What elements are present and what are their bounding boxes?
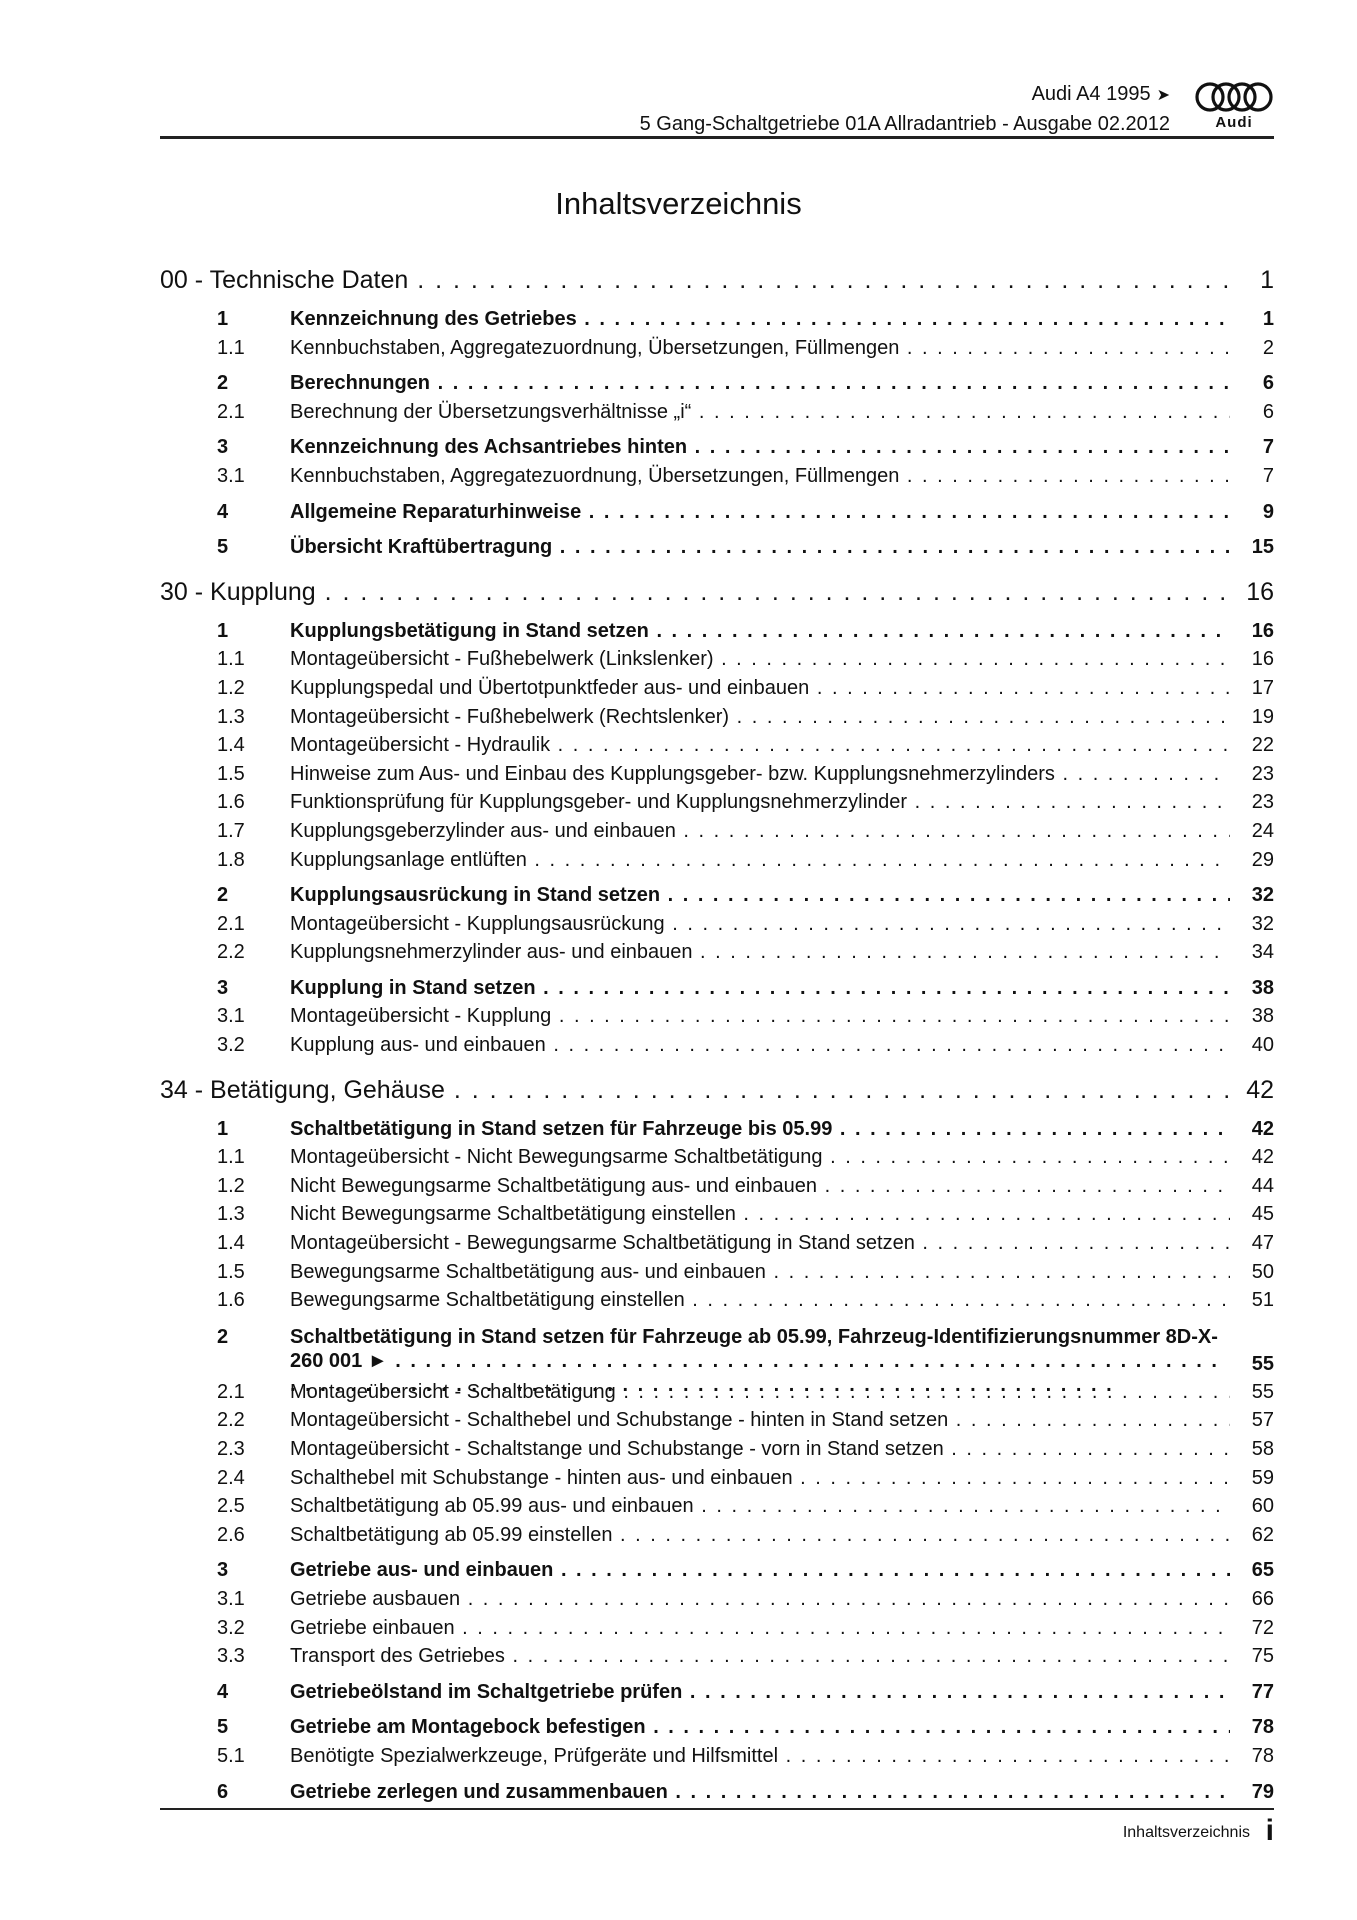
toc-page-number: 77 bbox=[1251, 1680, 1274, 1703]
page-header bbox=[160, 76, 1274, 139]
footer-page-number: i bbox=[1265, 1814, 1274, 1847]
toc-entry[interactable] bbox=[160, 1031, 1274, 1060]
toc-page-number: 44 bbox=[1251, 1174, 1274, 1197]
toc-page-number: 50 bbox=[1251, 1260, 1274, 1283]
toc-entry[interactable] bbox=[160, 1492, 1274, 1521]
toc-entry-number: 1.6 bbox=[217, 1289, 245, 1312]
toc-entry-title: Montageübersicht - Schaltbetätigung . . . bbox=[290, 1378, 1230, 1407]
toc-entry-title: Kupplungsanlage entlüften . . . bbox=[290, 846, 1230, 875]
toc-page-number: 16 bbox=[1246, 577, 1274, 606]
toc-page-number: 23 bbox=[1251, 791, 1274, 814]
toc-page-number: 62 bbox=[1251, 1523, 1274, 1546]
toc-entry-number: 1 bbox=[217, 1117, 229, 1140]
toc-entry-title: Montageübersicht - Kupplung . . . bbox=[290, 1002, 1230, 1031]
toc-entry-number: 3 bbox=[217, 1559, 229, 1582]
toc-page-number: 42 bbox=[1251, 1146, 1274, 1169]
toc-entry[interactable] bbox=[160, 817, 1274, 846]
toc-entry[interactable] bbox=[160, 1286, 1274, 1315]
toc-entry-number: 1.1 bbox=[217, 1146, 245, 1169]
audi-rings-icon bbox=[1194, 80, 1274, 114]
arrow-right-icon: ➤ bbox=[1156, 87, 1170, 104]
toc-entry-number: 5 bbox=[217, 1716, 229, 1739]
toc-entry[interactable] bbox=[160, 674, 1274, 703]
header-model bbox=[640, 80, 1170, 110]
toc-entry-number: 2.2 bbox=[217, 1409, 245, 1432]
toc-entry[interactable] bbox=[160, 1713, 1274, 1742]
toc-page-number: 7 bbox=[1262, 464, 1274, 487]
toc-entry-number: 1.3 bbox=[217, 1203, 245, 1226]
toc-chapter-title: 00 - Technische Daten . . . bbox=[160, 262, 1230, 298]
toc-page-number: 60 bbox=[1251, 1495, 1274, 1518]
toc-entry-title: Kennbuchstaben, Aggregatezuordnung, Übersetzungen, Füllmengen . . . bbox=[290, 462, 1230, 491]
toc-page-number: 6 bbox=[1262, 400, 1274, 423]
toc-entry-number: 4 bbox=[217, 500, 229, 523]
toc-page-number: 22 bbox=[1251, 734, 1274, 757]
audi-logo bbox=[1194, 80, 1274, 132]
toc-entry[interactable] bbox=[160, 846, 1274, 875]
toc-entry-title: Montageübersicht - Kupplungsausrückung . . . bbox=[290, 910, 1230, 939]
toc-entry-number: 3 bbox=[217, 976, 229, 999]
toc-entry[interactable] bbox=[160, 881, 1274, 910]
toc-entry-title: Schaltbetätigung ab 05.99 aus- und einbauen . . . bbox=[290, 1492, 1230, 1521]
toc-page-number: 19 bbox=[1251, 705, 1274, 728]
toc-entry[interactable] bbox=[160, 617, 1274, 646]
toc-entry[interactable] bbox=[160, 1464, 1274, 1493]
toc-entry-number: 3.1 bbox=[217, 1005, 245, 1028]
toc-entry[interactable] bbox=[160, 788, 1274, 817]
toc-page-number: 16 bbox=[1251, 619, 1274, 642]
toc-page-number: 6 bbox=[1262, 372, 1274, 395]
toc-entry-title: Montageübersicht - Bewegungsarme Schaltbetätigung in Stand setzen . . . bbox=[290, 1229, 1230, 1258]
toc-page-number: 32 bbox=[1251, 912, 1274, 935]
toc-entry[interactable] bbox=[160, 1642, 1274, 1671]
toc-entry-number: 1.1 bbox=[217, 648, 245, 671]
toc-entry-number: 2.1 bbox=[217, 1380, 245, 1403]
toc-page-number: 78 bbox=[1251, 1716, 1274, 1739]
toc-chapter-title: 30 - Kupplung . . . bbox=[160, 574, 1230, 610]
toc-entry-number: 2 bbox=[217, 372, 229, 395]
toc-entry-number: 6 bbox=[217, 1780, 229, 1803]
toc-entry-number: 1.6 bbox=[217, 791, 245, 814]
toc-entry-title: Kennzeichnung des Getriebes . . . bbox=[290, 305, 1230, 334]
toc-entry-number: 2 bbox=[217, 1325, 229, 1348]
toc-page-number: 15 bbox=[1251, 536, 1274, 559]
toc-page-number: 9 bbox=[1262, 500, 1274, 523]
toc-page-number: 79 bbox=[1251, 1780, 1274, 1803]
toc-entry-number: 5.1 bbox=[217, 1744, 245, 1767]
toc-entry-number: 3.3 bbox=[217, 1645, 245, 1668]
toc-entry[interactable] bbox=[160, 1200, 1274, 1229]
toc-entry[interactable] bbox=[160, 1778, 1274, 1807]
toc-entry-number: 3.2 bbox=[217, 1034, 245, 1057]
toc-page-number: 40 bbox=[1251, 1034, 1274, 1057]
toc-entry-title: Benötigte Spezialwerkzeuge, Prüfgeräte und Hilfsmittel . . . bbox=[290, 1742, 1230, 1771]
toc-entry[interactable] bbox=[160, 703, 1274, 732]
toc-entry[interactable] bbox=[160, 1172, 1274, 1201]
toc-entry-title: Kupplungsgeberzylinder aus- und einbauen . . . bbox=[290, 817, 1230, 846]
toc-entry-title: Getriebe zerlegen und zusammenbauen . . . bbox=[290, 1778, 1230, 1807]
toc-entry-title: Kupplung in Stand setzen . . . bbox=[290, 974, 1230, 1003]
page-footer bbox=[160, 1808, 1274, 1850]
toc-page-number: 58 bbox=[1251, 1438, 1274, 1460]
toc-entry[interactable] bbox=[160, 533, 1274, 562]
toc-page-number: 38 bbox=[1251, 1005, 1274, 1028]
toc-entry[interactable] bbox=[160, 398, 1274, 427]
toc-entry[interactable] bbox=[160, 1521, 1274, 1550]
toc-entry[interactable] bbox=[160, 1585, 1274, 1614]
toc-entry[interactable] bbox=[160, 731, 1274, 760]
toc-page-number: 32 bbox=[1251, 884, 1274, 907]
toc-entry-title: Schaltbetätigung in Stand setzen für Fahrzeuge ab 05.99, Fahrzeug-Identifizierungsnummer 8D-X-260 001 ► . . . bbox=[290, 1325, 1230, 1397]
toc-entry-title: Nicht Bewegungsarme Schaltbetätigung aus- und einbauen . . . bbox=[290, 1172, 1230, 1201]
toc-entry-title: Getriebe am Montagebock befestigen . . . bbox=[290, 1713, 1230, 1742]
toc-entry-title: Nicht Bewegungsarme Schaltbetätigung einstellen . . . bbox=[290, 1200, 1230, 1229]
toc-entry-number: 1.8 bbox=[217, 848, 245, 871]
toc-chapter-title: 34 - Betätigung, Gehäuse . . . bbox=[160, 1072, 1230, 1108]
toc-entry[interactable] bbox=[160, 1678, 1274, 1707]
toc-page-number: 29 bbox=[1251, 848, 1274, 871]
toc-entry-number: 1.5 bbox=[217, 1260, 245, 1283]
toc-entry-number: 3.2 bbox=[217, 1616, 245, 1639]
toc-entry[interactable] bbox=[160, 462, 1274, 491]
toc-entry[interactable] bbox=[160, 1229, 1274, 1258]
toc-entry-number: 2.3 bbox=[217, 1438, 245, 1460]
toc-entry[interactable] bbox=[160, 1742, 1274, 1771]
toc-entry-number: 3 bbox=[217, 436, 229, 459]
page-title: Inhaltsverzeichnis bbox=[555, 186, 802, 221]
toc-page-number: 51 bbox=[1251, 1289, 1274, 1312]
toc-page-number: 65 bbox=[1251, 1559, 1274, 1582]
toc-entry[interactable] bbox=[160, 1143, 1274, 1172]
toc-entry-number: 1.3 bbox=[217, 705, 245, 728]
toc-entry-number: 2.1 bbox=[217, 912, 245, 935]
toc-entry[interactable] bbox=[160, 369, 1274, 398]
toc-entry-number: 4 bbox=[217, 1680, 229, 1703]
toc-entry-title: Funktionsprüfung für Kupplungsgeber- und Kupplungsnehmerzylinder . . . bbox=[290, 788, 1230, 817]
toc-entry[interactable] bbox=[160, 1002, 1274, 1031]
toc-entry[interactable] bbox=[160, 498, 1274, 527]
toc-entry-number: 2.6 bbox=[217, 1523, 245, 1546]
audi-brand-text: Audi bbox=[1215, 114, 1253, 131]
toc-entry[interactable] bbox=[160, 433, 1274, 462]
toc-entry-number: 5 bbox=[217, 536, 229, 559]
toc-page-number: 55 bbox=[1251, 1380, 1274, 1403]
header-text bbox=[640, 80, 1170, 138]
toc-entry-title: Bewegungsarme Schaltbetätigung aus- und einbauen . . . bbox=[290, 1258, 1230, 1287]
toc-page-number: 38 bbox=[1251, 976, 1274, 999]
toc-entry-title: Kupplungspedal und Übertotpunktfeder aus- und einbauen . . . bbox=[290, 674, 1230, 703]
toc-entry-number: 2.2 bbox=[217, 941, 245, 964]
toc-entry-title: Kennzeichnung des Achsantriebes hinten . . . bbox=[290, 433, 1230, 462]
toc-entry-title: Montageübersicht - Schalthebel und Schubstange - hinten in Stand setzen . . . bbox=[290, 1406, 1230, 1435]
toc-page-number: 16 bbox=[1251, 648, 1274, 671]
toc-entry-title: Montageübersicht - Nicht Bewegungsarme Schaltbetätigung . . . bbox=[290, 1143, 1230, 1172]
toc-entry-number: 1.4 bbox=[217, 734, 245, 757]
toc-page-number: 72 bbox=[1251, 1616, 1274, 1639]
toc-page-number: 24 bbox=[1251, 819, 1274, 842]
toc-page-number: 23 bbox=[1251, 762, 1274, 785]
toc-entry-title: Kupplung aus- und einbauen . . . bbox=[290, 1031, 1230, 1060]
toc-page-number: 7 bbox=[1262, 436, 1274, 459]
toc-entry-title: Transport des Getriebes . . . bbox=[290, 1642, 1230, 1671]
toc-entry-number: 3.1 bbox=[217, 464, 245, 487]
toc-page-number: 17 bbox=[1251, 676, 1274, 699]
toc-entry[interactable] bbox=[160, 645, 1274, 674]
header-model-label: Audi A4 1995 bbox=[1031, 83, 1151, 105]
toc-entry[interactable] bbox=[160, 760, 1274, 789]
toc-entry-number: 1.5 bbox=[217, 762, 245, 785]
toc-chapter[interactable] bbox=[160, 574, 1274, 610]
toc-page-number: 75 bbox=[1251, 1645, 1274, 1668]
toc-entry-title: Hinweise zum Aus- und Einbau des Kupplungsgeber- bzw. Kupplungsnehmerzylinders . . . bbox=[290, 760, 1230, 789]
toc-entry-title: Montageübersicht - Fußhebelwerk (Rechtslenker) . . . bbox=[290, 703, 1230, 732]
toc-page-number: 1 bbox=[1260, 266, 1274, 294]
toc-entry-title: Kupplungsnehmerzylinder aus- und einbauen . . . bbox=[290, 938, 1230, 967]
toc-entry-title: Kennbuchstaben, Aggregatezuordnung, Übersetzungen, Füllmengen . . . bbox=[290, 334, 1230, 363]
toc-entry-title: Getriebe einbauen . . . bbox=[290, 1614, 1230, 1643]
toc-entry-number: 2.5 bbox=[217, 1495, 245, 1518]
toc-entry-title: Montageübersicht - Schaltstange und Schubstange - vorn in Stand setzen . . . bbox=[290, 1435, 1230, 1464]
toc-entry-title: Getriebeölstand im Schaltgetriebe prüfen . . . bbox=[290, 1678, 1230, 1707]
toc-entry[interactable] bbox=[160, 910, 1274, 939]
toc-entry[interactable] bbox=[160, 1406, 1274, 1435]
toc-entry-title: Montageübersicht - Fußhebelwerk (Linkslenker) . . . bbox=[290, 645, 1230, 674]
footer-label: Inhaltsverzeichnis bbox=[1122, 1824, 1250, 1841]
toc-page-number: 1 bbox=[1262, 308, 1274, 330]
toc-entry-title: Schalthebel mit Schubstange - hinten aus- und einbauen . . . bbox=[290, 1464, 1230, 1493]
toc-page-number: 78 bbox=[1251, 1744, 1274, 1767]
toc-entry-title: Schaltbetätigung in Stand setzen für Fahrzeuge bis 05.99 . . . bbox=[290, 1115, 1230, 1144]
toc-entry[interactable] bbox=[160, 1378, 1274, 1407]
toc-page-number: 45 bbox=[1251, 1203, 1274, 1226]
table-of-contents bbox=[160, 262, 1274, 1806]
toc-entry-number: 1.7 bbox=[217, 819, 245, 842]
toc-page-number: 34 bbox=[1251, 941, 1274, 964]
header-subtitle: 5 Gang-Schaltgetriebe 01A Allradantrieb - Ausgabe 02.2012 bbox=[639, 113, 1170, 135]
toc-page-number: 55 bbox=[1251, 1352, 1274, 1375]
toc-entry-title: Getriebe ausbauen . . . bbox=[290, 1585, 1230, 1614]
toc-entry-number: 1.2 bbox=[217, 1174, 245, 1197]
toc-entry[interactable] bbox=[160, 1556, 1274, 1585]
toc-entry[interactable] bbox=[160, 1258, 1274, 1287]
toc-entry-title: Kupplungsbetätigung in Stand setzen . . . bbox=[290, 617, 1230, 646]
toc-entry-number: 2.4 bbox=[217, 1466, 245, 1489]
toc-entry-number: 2 bbox=[217, 884, 229, 907]
toc-entry-title: Übersicht Kraftübertragung . . . bbox=[290, 533, 1230, 562]
toc-entry[interactable] bbox=[160, 334, 1274, 363]
toc-entry[interactable] bbox=[160, 1115, 1274, 1144]
toc-page-number: 2 bbox=[1262, 336, 1274, 359]
toc-entry-title: Kupplungsausrückung in Stand setzen . . . bbox=[290, 881, 1230, 910]
toc-entry-title: Berechnungen . . . bbox=[290, 369, 1230, 398]
toc-entry-title: Bewegungsarme Schaltbetätigung einstellen . . . bbox=[290, 1286, 1230, 1315]
toc-entry[interactable] bbox=[160, 974, 1274, 1003]
toc-entry-title: Getriebe aus- und einbauen . . . bbox=[290, 1556, 1230, 1585]
toc-entry[interactable] bbox=[160, 1322, 1274, 1378]
toc-chapter[interactable] bbox=[160, 262, 1274, 298]
toc-entry[interactable] bbox=[160, 305, 1274, 334]
toc-entry-title: Schaltbetätigung ab 05.99 einstellen . . . bbox=[290, 1521, 1230, 1550]
toc-page-number: 59 bbox=[1251, 1466, 1274, 1489]
toc-page-number: 42 bbox=[1246, 1075, 1274, 1104]
toc-page-number: 47 bbox=[1251, 1232, 1274, 1255]
toc-entry-title: Allgemeine Reparaturhinweise . . . bbox=[290, 498, 1230, 527]
toc-entry-title: Montageübersicht - Hydraulik . . . bbox=[290, 731, 1230, 760]
toc-entry-number: 3.1 bbox=[217, 1587, 245, 1610]
toc-entry-number: 1 bbox=[217, 308, 229, 330]
toc-entry-number: 1 bbox=[217, 619, 229, 642]
toc-entry[interactable] bbox=[160, 1614, 1274, 1643]
toc-entry[interactable] bbox=[160, 1435, 1274, 1464]
toc-entry-number: 1.4 bbox=[217, 1232, 245, 1255]
toc-entry-number: 1.2 bbox=[217, 676, 245, 699]
toc-page-number: 66 bbox=[1251, 1587, 1274, 1610]
toc-page-number: 57 bbox=[1251, 1409, 1274, 1432]
toc-entry-number: 2.1 bbox=[217, 400, 245, 423]
toc-entry-title: Berechnung der Übersetzungsverhältnisse „i“ . . . bbox=[290, 398, 1230, 427]
toc-chapter[interactable] bbox=[160, 1072, 1274, 1108]
toc-entry-number: 1.1 bbox=[217, 336, 245, 359]
toc-page-number: 42 bbox=[1251, 1117, 1274, 1140]
toc-entry[interactable] bbox=[160, 938, 1274, 967]
